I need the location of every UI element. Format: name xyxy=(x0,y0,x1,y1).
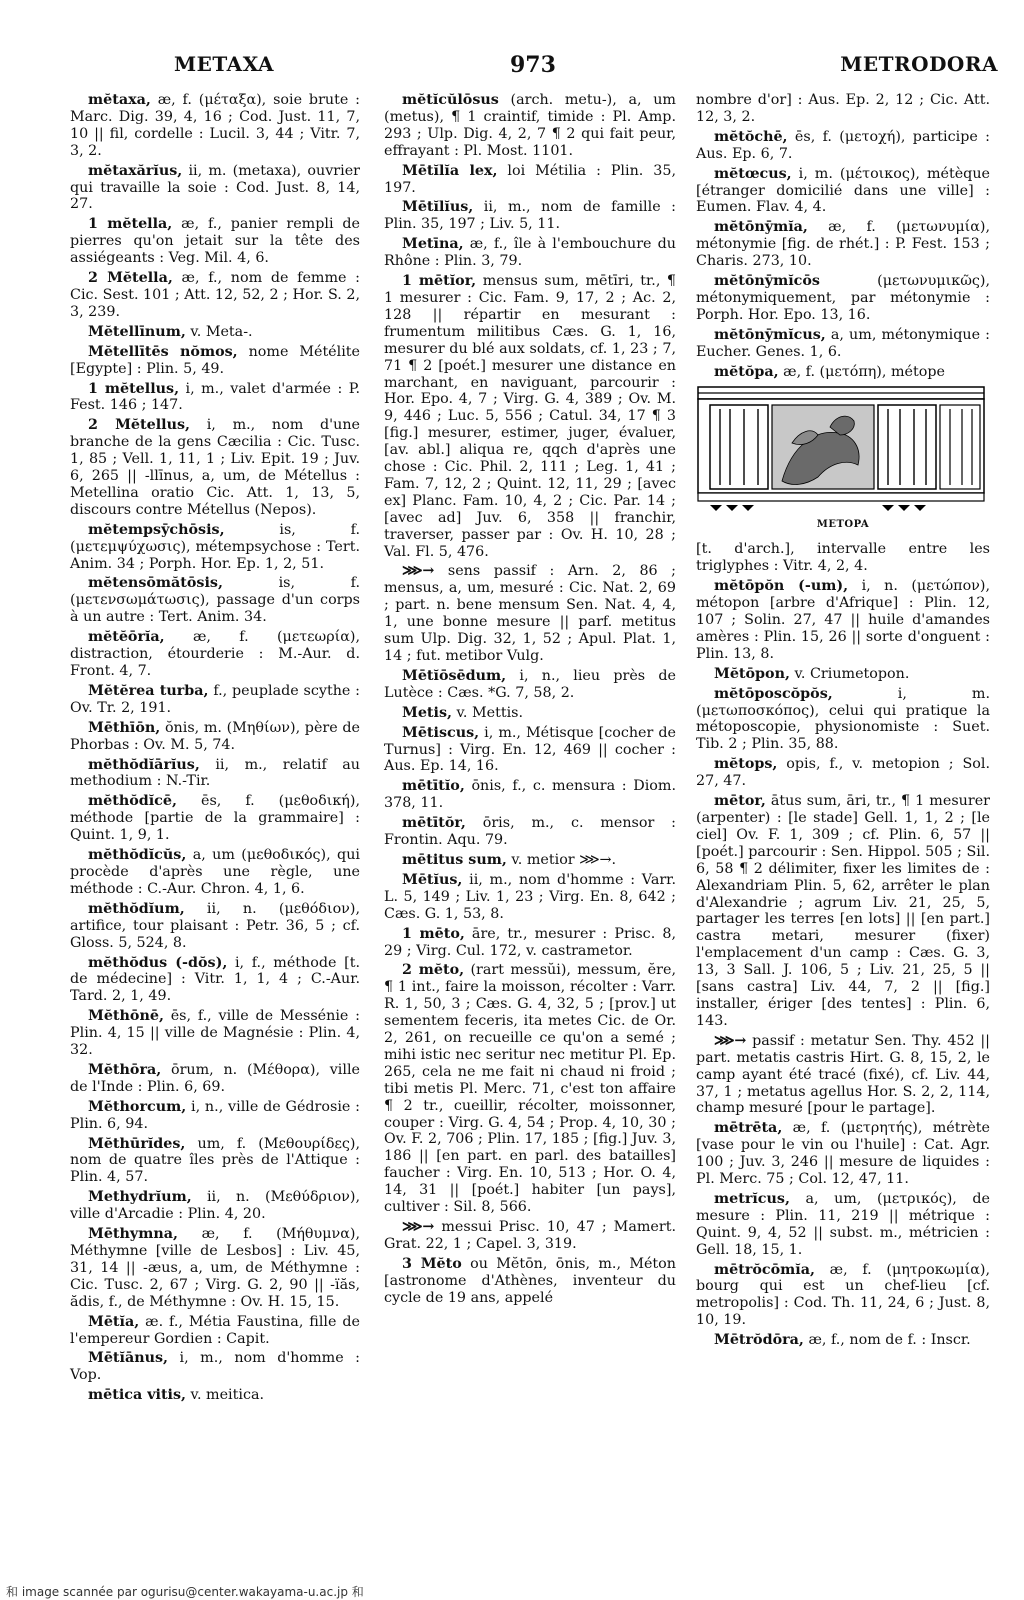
dictionary-entry xyxy=(696,578,990,663)
entry-definition: i, m. (μετωποσκόπος), celui qui pratique la métoposcopie, physionomiste : Suet. Tib. 2 ; Plin. 35, 88. xyxy=(696,685,990,753)
entry-headword: 1 mĕtellus, xyxy=(88,380,180,397)
dictionary-entry xyxy=(70,1387,360,1404)
column-middle xyxy=(384,92,676,1310)
entry-headword: mĕtaxărĭus, xyxy=(88,162,183,179)
entry-definition: a, um, métonymique : Eucher. Genes. 1, 6. xyxy=(696,326,990,360)
figure-caption: METOPA xyxy=(816,518,870,530)
entry-definition: passif : metatur Sen. Thy. 452 || part. metatis castris Hirt. G. 8, 15, 2, le camp ayant été tracé (fixé), cf. Liv. 44, 37, 1 ; metatus agellus Hor. S. 2, 2, 114, champ mesuré [pour le partage]. xyxy=(696,1032,990,1117)
dictionary-entry xyxy=(384,92,676,160)
entry-definition: a, um, (μετρικός), de mesure : Plin. 11, 219 || métrique : Quint. 9, 4, 52 || subst. m., métricien : Gell. 18, 15, 1. xyxy=(696,1190,990,1258)
entry-headword: mĕthŏdĭcē, xyxy=(88,793,177,810)
dictionary-entry xyxy=(696,793,990,1030)
entry-headword: 2 mĕto, xyxy=(402,962,465,979)
entry-headword: mĕtŏpa, xyxy=(714,363,779,380)
entry-definition: a, um (μεθοδικός), qui procède d'après une règle, une méthode : C.-Aur. Chron. 4, 1, 6. xyxy=(70,847,360,897)
entry-headword: mĕtops, xyxy=(714,756,778,773)
entry-headword: mētitus sum, xyxy=(402,851,507,868)
entry-headword: Mētĭa, xyxy=(88,1313,140,1330)
entry-definition: nome Métélite [Egypte] : Plin. 5, 49. xyxy=(70,343,360,377)
entry-headword: Mētĭōsēdum, xyxy=(402,667,507,684)
entry-definition: æ, f. (Μήθυμνα), Méthymne [ville de Lesbos] : Liv. 45, 31, 14 || -æus, a, um, de Méthymne : Cic. Tusc. 2, 67 ; Virg. G. 2, 90 || -ïăs, ădis, f., de Méthymne : Ov. H. 15, 15. xyxy=(70,1226,360,1310)
dictionary-entry xyxy=(70,216,360,267)
entry-definition: ii, n. (μεθόδιον), artifice, tour plaisant : Petr. 36, 5 ; cf. Gloss. 5, 524, 8. xyxy=(70,900,360,951)
entry-definition: ii, m. (metaxa), ouvrier qui travaille la soie : Cod. Just. 8, 14, 27. xyxy=(70,162,360,213)
scan-footer: 和 image scannée par ogurisu@center.wakayama-u.ac.jp 和 xyxy=(6,1585,364,1599)
dictionary-entry xyxy=(696,273,990,324)
entry-definition: i, n. (μετώπον), métopon [arbre d'Afrique] : Plin. 12, 107 ; Solin. 27, 47 || huile d'amandes amères : Plin. 15, 26 || sorte d'onguent : Plin. 13, 8. xyxy=(696,578,990,662)
dictionary-entry xyxy=(696,1332,990,1349)
entry-headword: ⋙→ xyxy=(402,563,435,580)
entry-definition: mensus sum, mētīri, tr., ¶ 1 mesurer : Cic. Fam. 9, 17, 2 ; Ac. 2, 128 || répartir en mesurant : frumentum militibus Cæs. G. 1, 16, mesurer du blé aux soldats, cf. 1, 23 ; 7, 71 ¶ 2 [poét.] mesurer une distance en marchant, en naviguant, parcourir : Hor. Epo. 4, 7 ; Virg. G. 4, 389 ; Ov. M. 9, 446 ; Luc. 5, 556 ; Catul. 34, 17 ¶ 3 [fig.] mesurer, estimer, juger, évaluer, [av. abl.] aliqua re, qqch d'après une chose : Cic. Phil. 2, 111 ; Leg. 1, 41 ; Fam. 7, 12, 2 ; Quint. 12, 11, 29 ; [avec ex] Planc. Fam. 10, 4, 2 ; Cic. Par. 14 ; [avec ad] Juv. 6, 358 || franchir, traverser, passer par : Ov. H. 10, 28 ; Val. Fl. 5, 476. xyxy=(384,273,676,560)
entry-definition: ii, m., nom d'homme : Varr. L. 5, 149 ; Liv. 1, 23 ; Virg. En. 8, 642 ; Cæs. G. 1, 53, 8. xyxy=(384,871,676,922)
entry-definition: ii, n. (Μεθύδριον), ville d'Arcadie : Plin. 4, 20. xyxy=(70,1189,360,1223)
entry-headword: Mētĭlĭus, xyxy=(402,199,474,216)
entry-headword: mĕtōnȳmĭa, xyxy=(714,219,808,236)
dictionary-entry xyxy=(70,270,360,321)
entry-definition: æ, f. (μετωνυμία), métonymie [fig. de rhét.] : P. Fest. 153 ; Charis. 273, 10. xyxy=(696,219,990,270)
entry-headword: Mētĭlĭa lex, xyxy=(402,162,498,179)
entry-headword: Mĕtĕrea turba, xyxy=(88,682,209,699)
entry-definition: ōnis, f., c. mensura : Diom. 378, 11. xyxy=(384,778,676,812)
dictionary-entry xyxy=(70,575,360,626)
entry-definition: i, m., nom d'homme : Vop. xyxy=(70,1350,360,1384)
dictionary-entry xyxy=(70,720,360,754)
entry-definition: is, f. (μετεμψύχωσις), métempsychose : Tert. Anim. 34 ; Porph. Hor. Ep. 1, 2, 51. xyxy=(70,521,360,572)
entry-headword: 2 Mĕtella, xyxy=(88,270,173,287)
entry-definition: sens passif : Arn. 2, 86 ; mensus, a, um, mesuré : Cic. Nat. 2, 69 ; part. n. bene mensum Sen. Nat. 4, 4, 1, une bonne mesure || parf. metitus sum Ulp. Dig. 32, 1, 52 ; Apul. Plat. 1, 14 ; fut. metibor Vulg. xyxy=(384,563,676,664)
entry-headword: 3 Mĕto xyxy=(402,1255,462,1272)
entry-headword: Mĕtōpon, xyxy=(714,665,790,682)
entry-definition: ii, m., relatif au methodium : N.-Tir. xyxy=(70,756,360,790)
column-right xyxy=(696,92,990,1352)
entry-definition: i, m. (μέτοικος), métèque [étranger domicilié dans une ville] : Eumen. Flav. 4, 4. xyxy=(696,165,990,216)
dictionary-entry xyxy=(70,793,360,844)
entry-headword: mĕtōposcŏpŏs, xyxy=(714,685,833,702)
dictionary-entry xyxy=(70,344,360,378)
entry-headword: mĕtĕōrĭa, xyxy=(88,629,165,646)
entry-definition: æ, f. (μέταξα), soie brute : Marc. Dig. 39, 4, 16 ; Cod. Just. 11, 7, 10 || fil, cordelle : Lucil. 3, 44 ; Vitr. 7, 3, 2. xyxy=(70,92,360,159)
dictionary-entry xyxy=(384,705,676,722)
entry-definition: v. Mettis. xyxy=(451,704,524,721)
dictionary-entry xyxy=(70,955,360,1006)
page-header xyxy=(70,48,1010,84)
dictionary-entry xyxy=(384,199,676,233)
header-right-word: METRODORA xyxy=(840,52,998,76)
entry-definition: f., peuplade scythe : Ov. Tr. 2, 191. xyxy=(70,682,360,716)
entry-headword: Mĕtellīnum, xyxy=(88,323,186,340)
entry-headword: Mĕthorcum, xyxy=(88,1098,187,1115)
dictionary-entry xyxy=(70,757,360,791)
entry-headword: Methydrĭum, xyxy=(88,1189,192,1206)
dictionary-entry xyxy=(70,522,360,573)
entry-definition: ii, m., nom de famille : Plin. 35, 197 ; Liv. 5, 11. xyxy=(384,199,676,233)
dictionary-entry xyxy=(696,1033,990,1118)
entry-headword: metrĭcus, xyxy=(714,1190,790,1207)
entry-headword: Mētrŏdōra, xyxy=(714,1332,804,1349)
entry-headword: mētītĭo, xyxy=(402,778,465,795)
entry-headword: mĕtōpŏn (-um), xyxy=(714,578,849,595)
entry-definition: v. Criumetopon. xyxy=(789,665,910,682)
dictionary-entry xyxy=(696,166,990,217)
dictionary-entry xyxy=(70,1350,360,1384)
entry-headword: 1 mēto, xyxy=(402,925,465,942)
entry-headword: 1 mĕtella, xyxy=(88,216,173,233)
entry-headword: Mĕtellītēs nŏmos, xyxy=(88,343,238,360)
dictionary-entry xyxy=(384,273,676,560)
dictionary-entry xyxy=(70,847,360,898)
entry-headword: mētor, xyxy=(714,793,766,810)
entry-definition: æ, f. (μετόπη), métope xyxy=(778,363,945,380)
dictionary-entry xyxy=(70,1099,360,1133)
dictionary-entry xyxy=(696,1262,990,1330)
dictionary-entry xyxy=(70,1314,360,1348)
dictionary-entry xyxy=(696,1120,990,1188)
dictionary-entry xyxy=(696,219,990,270)
entry-headword: Mĕthōra, xyxy=(88,1061,162,1078)
entry-definition: nombre d'or] : Aus. Ep. 2, 12 ; Cic. Att. 12, 3, 2. xyxy=(696,92,990,125)
dictionary-entry xyxy=(70,1136,360,1187)
entry-definition: (rart messŭi), messum, ĕre, ¶ 1 int., faire la moisson, récolter : Varr. R. 1, 50, 3 ; Cæs. G. 4, 32, 5 ; [prov.] ut sementem feceris, ita metes Cic. de Or. 2, 261, on recueille ce qu'on a semé ; mihi istic nec seritur nec metitur Pl. Ep. 265, cela ne me fait ni chaud ni froid ; tibi metis Pl. Merc. 71, c'est ton affaire ¶ 2 tr., cueillir, récolter, moissonner, couper : Virg. G. 4, 54 ; Prop. 4, 10, 30 ; Ov. F. 2, 706 ; Plin. 17, 185 ; [fig.] Juv. 3, 186 || [en part. en parl. des batailles] faucher : Virg. En. 10, 513 ; Hor. O. 4, 14, 31 || [poét.] habiter [un pays], cultiver : Sil. 8, 566. xyxy=(384,962,676,1216)
entry-definition: æ, f., île à l'embouchure du Rhône : Plin. 3, 79. xyxy=(384,236,676,270)
entry-definition: um, f. (Μεθουρίδες), nom de quatre îles près de l'Attique : Plin. 4, 57. xyxy=(70,1135,360,1186)
dictionary-entry xyxy=(70,381,360,415)
dictionary-entry xyxy=(384,1256,676,1307)
entry-headword: Metīna, xyxy=(402,236,464,253)
entry-definition: æ, f. (μετεωρία), distraction, étourderie : M.-Aur. d. Front. 4, 7. xyxy=(70,629,360,679)
entry-definition: ēs, f. (μεθοδική), méthode [partie de la grammaire] : Quint. 1, 9, 1. xyxy=(70,793,360,844)
dictionary-entry xyxy=(696,364,990,381)
dictionary-entry xyxy=(70,683,360,717)
dictionary-entry xyxy=(70,417,360,518)
dictionary-entry xyxy=(384,852,676,869)
entry-definition: [t. d'arch.], intervalle entre les triglyphes : Vitr. 4, 2, 4. xyxy=(696,541,990,575)
entry-headword: mĕtaxa, xyxy=(88,92,151,108)
entry-headword: mĕtœcus, xyxy=(714,165,792,182)
entry-headword: mĕthŏdus (-dŏs), xyxy=(88,954,228,971)
dictionary-entry xyxy=(696,92,990,126)
entry-definition: æ, f., nom de femme : Cic. Sest. 101 ; Att. 12, 52, 2 ; Hor. S. 2, 3, 239. xyxy=(70,270,360,320)
entry-definition: āre, tr., mesurer : Prisc. 8, 29 ; Virg. Cul. 172, v. castrametor. xyxy=(384,925,676,959)
entry-definition: messui Prisc. 10, 47 ; Mamert. Grat. 22, 1 ; Capel. 3, 319. xyxy=(384,1219,676,1252)
metopa-figure xyxy=(696,385,990,534)
entry-definition: loi Métilia : Plin. 35, 197. xyxy=(384,162,676,196)
dictionary-entry xyxy=(384,926,676,960)
entry-headword: Mēthīōn, xyxy=(88,719,161,736)
dictionary-entry xyxy=(70,92,360,160)
entry-headword: mĕtŏchē, xyxy=(714,128,788,145)
entry-headword: Mētĭānus, xyxy=(88,1350,169,1367)
dictionary-entry xyxy=(696,541,990,575)
dictionary-entry xyxy=(384,962,676,1216)
metopa-illustration xyxy=(696,385,986,513)
entry-definition: ōris, m., c. mensor : Frontin. Aqu. 79. xyxy=(384,815,676,849)
dictionary-entry xyxy=(70,324,360,341)
entry-definition: æ. f., Métia Faustina, fille de l'empereur Gordien : Capit. xyxy=(70,1313,360,1347)
entry-headword: 2 Mĕtellus, xyxy=(88,417,191,434)
entry-headword: Metis, xyxy=(402,704,452,721)
entry-definition: æ, f. (μετρητής), métrète [vase pour le vin ou l'huile] : Cat. Agr. 100 ; Juv. 3, 246 || mesure de liquides : Pl. Merc. 75 ; Col. 12, 47, 11. xyxy=(696,1120,990,1188)
dictionary-entry xyxy=(384,236,676,270)
entry-definition: i, m., nom d'une branche de la gens Cæcilia : Cic. Tusc. 1, 85 ; Vell. 1, 11, 1 ; Liv. Epit. 19 ; Juv. 6, 265 || -llīnus, a, um, de Métellus : Metellina oratio Cic. Att. 1, 13, 5, discours contre Métellus (Nepos). xyxy=(70,417,360,518)
entry-definition: (μετωνυμικῶς), métonymiquement, par métonymie : Porph. Hor. Epo. 13, 16. xyxy=(696,273,990,323)
entry-definition: ēs, f., ville de Messénie : Plin. 4, 15 || ville de Magnésie : Plin. 4, 32. xyxy=(70,1008,360,1059)
entry-headword: mĕtĭcŭlōsus xyxy=(402,92,499,108)
entry-definition: ōrum, n. (Μέθορα), ville de l'Inde : Plin. 6, 69. xyxy=(70,1061,360,1095)
entry-headword: mĕtempsȳchōsis, xyxy=(88,521,225,538)
dictionary-entry xyxy=(70,1062,360,1096)
entry-definition: i, m., valet d'armée : P. Fest. 146 ; 147. xyxy=(70,380,360,414)
dictionary-entry xyxy=(70,1226,360,1311)
entry-headword: ⋙→ xyxy=(402,1219,435,1235)
entry-definition: æ, f. (μητροκωμία), bourg qui est un chef-lieu [cf. metropolis] : Cod. Th. 11, 24, 6 ; Just. 8, 10, 19. xyxy=(696,1261,990,1329)
entry-definition: i, n., lieu près de Lutèce : Cæs. *G. 7, 58, 2. xyxy=(384,667,676,701)
entry-headword: Mĕthōnē, xyxy=(88,1008,164,1025)
dictionary-entry xyxy=(70,1008,360,1059)
dictionary-entry xyxy=(384,1219,676,1253)
entry-definition: ou Mĕtōn, ōnis, m., Méton [astronome d'Athènes, inventeur du cycle de 19 ans, appelé xyxy=(384,1255,676,1306)
column-left xyxy=(70,92,360,1407)
entry-headword: mētrēta, xyxy=(714,1120,783,1137)
dictionary-entry xyxy=(696,666,990,683)
entry-headword: Mētĭus, xyxy=(402,871,463,888)
dictionary-entry xyxy=(70,1189,360,1223)
dictionary-entry xyxy=(384,778,676,812)
dictionary-entry xyxy=(696,756,990,790)
dictionary-entry xyxy=(696,1191,990,1259)
entry-definition: v. metior ⋙→. xyxy=(506,851,617,868)
entry-definition: æ, f., nom de f. : Inscr. xyxy=(803,1332,971,1349)
dictionary-entry xyxy=(696,686,990,754)
dictionary-entry xyxy=(384,668,676,702)
header-left-word: METAXA xyxy=(174,52,275,76)
entry-headword: mētītŏr, xyxy=(402,815,466,832)
entry-headword: 1 mētĭor, xyxy=(402,273,477,290)
entry-definition: æ, f., panier rempli de pierres qu'on jetait sur la tête des assiégeants : Veg. Mil. 4, 6. xyxy=(70,216,360,267)
dictionary-entry xyxy=(384,725,676,776)
entry-definition: is, f. (μετενσωμάτωσις), passage d'un corps à un autre : Tert. Anim. 34. xyxy=(70,575,360,626)
dictionary-entry xyxy=(384,563,676,664)
entry-headword: Mētiscus, xyxy=(402,724,480,741)
dictionary-entry xyxy=(70,901,360,952)
dictionary-entry xyxy=(384,815,676,849)
page-number: 973 xyxy=(510,52,556,78)
entry-definition: ātus sum, āri, tr., ¶ 1 mesurer (arpenter) : [le stade] Gell. 1, 1, 2 ; [le ciel] Ov. F. 1, 309 ; cf. Plin. 6, 57 || [poét.] parcourir : Sen. Hippol. 505 ; Sil. 6, 58 ¶ 2 délimiter, fixer les limites de : Alexandriam Plin. 5, 62, arrêter le plan d'Alexandrie ; agrum Liv. 21, 25, 5, partager les terres [en lots] || [en part.] castra metari, mesurer (fixer) l'emplacement d'un camp : Cæs. G. 3, 13, 3 Sall. J. 106, 5 ; Liv. 21, 25, 5 || [sans castra] Liv. 44, 7, 2 || [fig.] installer, ériger [des tentes] : Plin. 6, 143. xyxy=(696,793,990,1029)
entry-definition: i, n., ville de Gédrosie : Plin. 6, 94. xyxy=(70,1098,360,1132)
dictionary-entry xyxy=(696,129,990,163)
dictionary-entry xyxy=(70,629,360,680)
entry-headword: mĕthŏdĭcŭs, xyxy=(88,847,187,864)
entry-headword: Mēthymna, xyxy=(88,1226,178,1243)
entry-headword: mĕtensōmătōsis, xyxy=(88,575,223,592)
entry-definition: i, f., méthode [t. de médecine] : Vitr. 1, 1, 4 ; C.-Aur. Tard. 2, 1, 49. xyxy=(70,954,360,1005)
entry-definition: ēs, f. (μετοχή), participe : Aus. Ep. 6, 7. xyxy=(696,128,990,162)
entry-headword: mĕtōnȳmĭcus, xyxy=(714,326,826,343)
entry-definition: opis, f., v. metopion ; Sol. 27, 47. xyxy=(696,756,990,790)
entry-headword: ⋙→ xyxy=(714,1032,747,1049)
dictionary-entry xyxy=(384,872,676,923)
entry-definition: v. Meta-. xyxy=(185,323,253,340)
entry-definition: (arch. metu-), a, um (metus), ¶ 1 craintif, timide : Pl. Amp. 293 ; Ulp. Dig. 4, 2, 7 ¶ 2 qui fait peur, effrayant : Pl. Most. 1101. xyxy=(384,92,676,159)
dictionary-entry xyxy=(384,163,676,197)
entry-definition: ŏnis, m. (Μηθίων), père de Phorbas : Ov. M. 5, 74. xyxy=(70,719,360,753)
entry-definition: v. meitica. xyxy=(186,1387,265,1404)
entry-headword: mĕthŏdĭum, xyxy=(88,900,185,917)
entry-headword: mētrŏcōmĭa, xyxy=(714,1261,815,1278)
entry-headword: mētica vitis, xyxy=(88,1387,187,1404)
dictionary-entry xyxy=(70,163,360,214)
entry-headword: Mĕthūrĭdes, xyxy=(88,1135,186,1152)
entry-headword: mĕthŏdĭārĭus, xyxy=(88,756,200,773)
entry-definition: i, m., Métisque [cocher de Turnus] : Virg. En. 12, 469 || cocher : Aus. Ep. 14, 16. xyxy=(384,724,676,775)
entry-headword: mĕtōnȳmĭcōs xyxy=(714,273,820,290)
dictionary-entry xyxy=(696,327,990,361)
